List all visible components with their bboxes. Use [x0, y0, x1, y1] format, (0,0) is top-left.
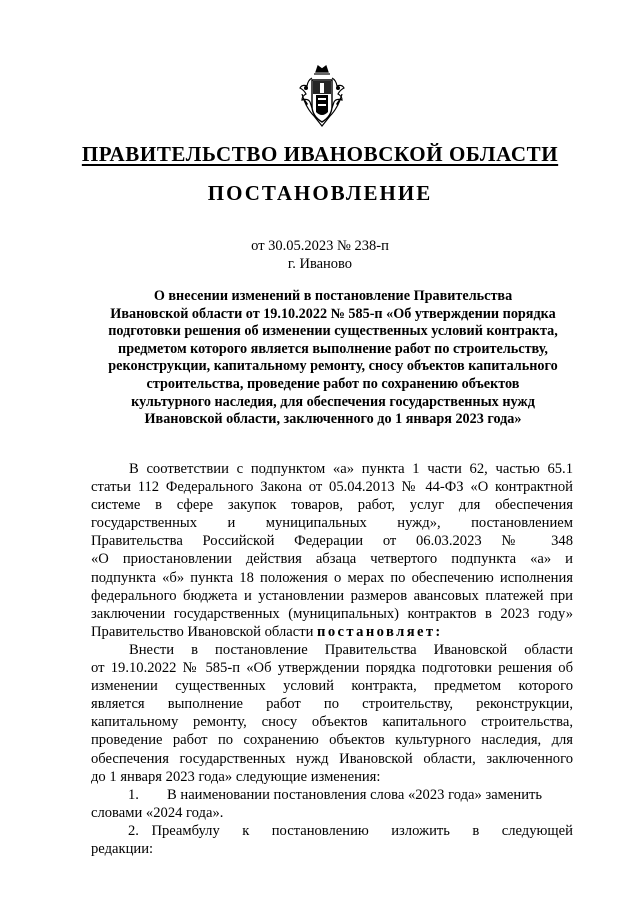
preamble-line: системе в сфере закупок товаров, работ, услуг для обеспечения — [91, 497, 573, 514]
government-title: ПРАВИТЕЛЬСТВО ИВАНОВСКОЙ ОБЛАСТИ — [81, 142, 559, 166]
subject-line: предметом которого является выполнение работ по строительству, — [118, 340, 548, 357]
preamble-line: В соответствии с подпунктом «а» пункта 1 части 62, частью 65.1 — [129, 461, 573, 477]
subject-line: реконструкции, капитальному ремонту, сносу объектов капитального — [108, 358, 558, 375]
amend-line: от 19.10.2022 № 585-п «Об утверждении порядка подготовки решения об — [91, 660, 573, 677]
item-word: Преамбулу — [151, 822, 220, 839]
decree-city: г. Иваново — [287, 256, 353, 272]
resolve-word: постановляет: — [317, 623, 443, 640]
preamble-line: статьи 112 Федерального Закона от 05.04.2013 № 44-ФЗ «О контрактной — [91, 479, 573, 496]
item-word: к — [242, 822, 250, 839]
amend-line: является выполнение работ по строительству, реконструкции, — [91, 696, 573, 713]
item-2-continuation: редакции: — [91, 840, 154, 857]
preamble-line: «О приостановлении действия абзаца четвертого подпункта «а» и — [91, 551, 573, 568]
resolve-line — [91, 623, 573, 641]
preamble-paragraph — [91, 460, 573, 641]
amend-line: изменении существенных условий контракта, предметом которого — [91, 678, 573, 695]
item-word: следующей — [501, 822, 573, 839]
subject-line: Ивановской области, заключенного до 1 января 2023 года» — [144, 411, 522, 428]
decree-date-number: от 30.05.2023 № 238-п — [251, 238, 389, 254]
amend-line: капитальному ремонту, сносу объектов капитального строительства, — [91, 714, 573, 731]
amend-line: до 1 января 2023 года» следующие изменения: — [91, 768, 381, 785]
item-1-continuation: словами «2024 года». — [91, 804, 224, 821]
item-word: в — [472, 822, 480, 839]
document-type-heading: ПОСТАНОВЛЕНИЕ — [207, 181, 433, 205]
item-number-text: 2. — [128, 822, 139, 839]
decree-body — [91, 460, 573, 858]
amend-paragraph — [91, 641, 573, 786]
subject-line: строительства, проведение работ по сохранению объектов — [146, 375, 520, 392]
item-text: В наименовании постановления слова «2023 года» заменить — [167, 786, 543, 803]
preamble-line: подпункта «б» пункта 18 положения о мерах по обеспечению исполнения — [91, 569, 573, 586]
resolve-prefix: Правительство Ивановской области — [91, 623, 318, 640]
subject-line: О внесении изменений в постановление Правительства — [153, 288, 513, 304]
subject-line: подготовки решения об изменении существенных условий контракта, — [108, 323, 558, 340]
preamble-line: федерального бюджета и установлении размеров авансовых платежей при — [91, 587, 573, 604]
item-1-first-line — [91, 786, 573, 804]
subject-line: Ивановской области от 19.10.2022 № 585-п «Об утверждении порядка — [110, 305, 556, 322]
item-word: изложить — [391, 822, 450, 839]
amend-line: Внести в постановление Правительства Ивановской области — [129, 641, 573, 658]
amend-line: обеспечения государственных нужд Ивановской области, заключенного — [91, 750, 573, 767]
preamble-line: заключении государственных (муниципальных) контрактов в 2023 году» — [91, 605, 573, 622]
item-2 — [91, 822, 573, 858]
subject-line: культурного наследия, для обеспечения государственных нужд — [131, 393, 535, 410]
item-word: постановлению — [271, 822, 369, 839]
preamble-line: государственных и муниципальных нужд», постановлением — [91, 515, 573, 532]
coat-of-arms-emblem — [298, 64, 346, 130]
decree-subject — [88, 288, 578, 429]
item-2-first-line — [91, 822, 573, 840]
preamble-line: Правительства Российской Федерации от 06.03.2023 № 348 — [91, 533, 573, 550]
amend-line: проведение работ по сохранению объектов культурного наследия, для — [91, 732, 573, 749]
item-1 — [91, 786, 573, 822]
item-number: 1. — [128, 786, 139, 803]
